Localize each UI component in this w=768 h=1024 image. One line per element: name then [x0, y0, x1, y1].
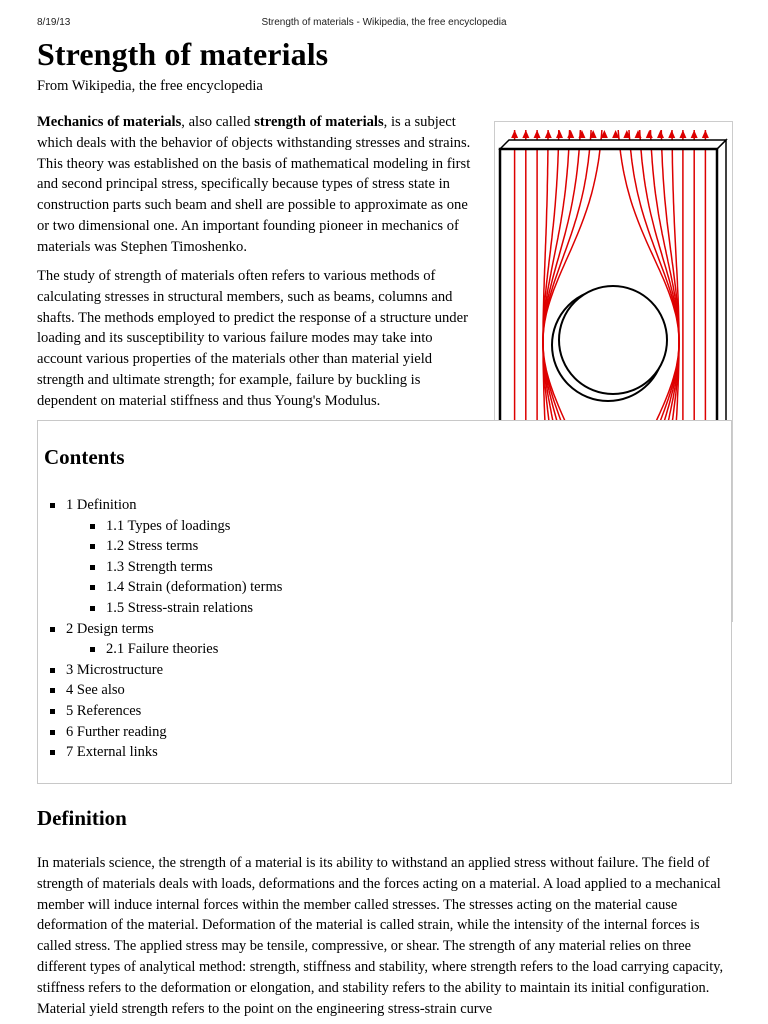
- arrow-up-icon: [545, 130, 552, 138]
- section-heading-definition: Definition: [37, 806, 127, 830]
- toc-item[interactable]: [66, 557, 282, 578]
- toc-item-label[interactable]: 7 External links: [66, 744, 158, 761]
- methods-paragraph: The study of strength of materials often refers to various methods of calculating stresses in structural members, such as beams, columns and shafts. The methods employed to predict the response of a structure under loading and its susceptibility to various failure modes may take into account various properties of the materials other than material yield strength and ultimate strength; for example, failure by buckling is dependent on material stiffness and thus Young's Modulus.: [37, 268, 468, 409]
- toc-item[interactable]: [66, 680, 282, 701]
- toc-item[interactable]: [66, 516, 282, 537]
- toc-item[interactable]: [66, 577, 282, 598]
- term-strength-of-materials: strength of materials: [254, 114, 384, 130]
- bullet-icon: [50, 730, 55, 735]
- print-title: Strength of materials - Wikipedia, the free encyclopedia: [261, 17, 507, 28]
- toc-heading: Contents: [44, 445, 125, 469]
- toc-item-label[interactable]: 1.5 Stress-strain relations: [106, 599, 253, 616]
- bullet-icon: [90, 524, 95, 529]
- toc-item[interactable]: [66, 536, 282, 557]
- term-mechanics-of-materials: Mechanics of materials: [37, 114, 182, 130]
- tagline: From Wikipedia, the free encyclopedia: [37, 78, 263, 94]
- bullet-icon: [90, 585, 95, 590]
- toc-item-label[interactable]: 1.3 Strength terms: [106, 558, 213, 575]
- arrow-up-icon: [646, 130, 653, 138]
- toc-item-label[interactable]: 6 Further reading: [66, 723, 167, 740]
- toc-item-label[interactable]: 1.4 Strain (deformation) terms: [106, 579, 283, 596]
- bullet-icon: [50, 503, 55, 508]
- arrow-up-icon: [679, 130, 686, 138]
- toc-item-label[interactable]: 2.1 Failure theories: [106, 641, 219, 658]
- bullet-icon: [50, 709, 55, 714]
- arrow-up-icon: [511, 130, 518, 138]
- arrow-up-icon: [522, 130, 529, 138]
- toc-item-label[interactable]: 1.1 Types of loadings: [106, 517, 231, 534]
- bullet-icon: [50, 668, 55, 673]
- table-of-contents: [37, 420, 732, 784]
- toc-item-label[interactable]: 5 References: [66, 702, 142, 719]
- arrow-up-icon: [668, 130, 675, 138]
- hole: [559, 286, 667, 394]
- toc-item-label[interactable]: 4 See also: [66, 682, 125, 699]
- page-title: Strength of materials: [37, 36, 329, 72]
- arrow-up-icon: [534, 130, 541, 138]
- print-date: 8/19/13: [37, 17, 71, 28]
- toc-item[interactable]: [66, 639, 282, 660]
- arrow-up-icon: [556, 130, 563, 138]
- toc-item-label[interactable]: 3 Microstructure: [66, 661, 164, 678]
- arrow-up-icon: [702, 130, 709, 138]
- toc-item-label[interactable]: 2 Design terms: [66, 620, 154, 637]
- toc-item[interactable]: [66, 598, 282, 619]
- arrow-up-icon: [567, 130, 574, 138]
- bullet-icon: [50, 627, 55, 632]
- definition-paragraph: In materials science, the strength of a material is its ability to withstand an applied stress without failure. The field of strength of materials deals with loads, deformations and the forces acting on a material. A load applied to a mechanical member will induce internal forces within the member called stresses. The stresses acting on the material cause deformation of the material. Deformation of the material is called strain, while the intensity of the internal forces is called stress. The applied stress may be tensile, compressive, or shear. The strength of any material relies on three different types of analytical method: strength, stiffness and stability, where strength refers to the load carrying capacity, stiffness refers to the deformation or elongation, and stability refers to the ability to maintain its initial configuration. Material yield strength refers to the point on the engineering stress-strain curve: [37, 855, 724, 1017]
- bullet-icon: [90, 606, 95, 611]
- toc-list: [66, 495, 282, 763]
- toc-item[interactable]: [66, 660, 282, 681]
- toc-item[interactable]: [66, 722, 282, 743]
- toc-item-label[interactable]: 1.2 Stress terms: [106, 538, 199, 555]
- toc-item-label[interactable]: 1 Definition: [66, 497, 137, 513]
- intro-paragraph: Mechanics of materials, also called strength of materials, is a subject which deals with the behavior of objects withstanding stresses and strains. This theory was established on the basis of mathematical modeling in first and second principal stress, specifically because types of stress state in construction parts such beam and shell are possible to approximate as one or two dimensional one. An important founding pioneer in mechanics of materials was Stephen Timoshenko.: [37, 114, 471, 255]
- bullet-icon: [90, 544, 95, 549]
- bullet-icon: [90, 647, 95, 652]
- toc-item[interactable]: [66, 619, 282, 640]
- bullet-icon: [50, 688, 55, 693]
- plate-top-edge: [500, 140, 726, 149]
- toc-item[interactable]: [66, 742, 282, 763]
- arrow-up-icon: [691, 130, 698, 138]
- toc-item[interactable]: [66, 701, 282, 722]
- arrow-up-icon: [657, 130, 664, 138]
- bullet-icon: [90, 565, 95, 570]
- toc-item[interactable]: [66, 495, 282, 516]
- bullet-icon: [50, 750, 55, 755]
